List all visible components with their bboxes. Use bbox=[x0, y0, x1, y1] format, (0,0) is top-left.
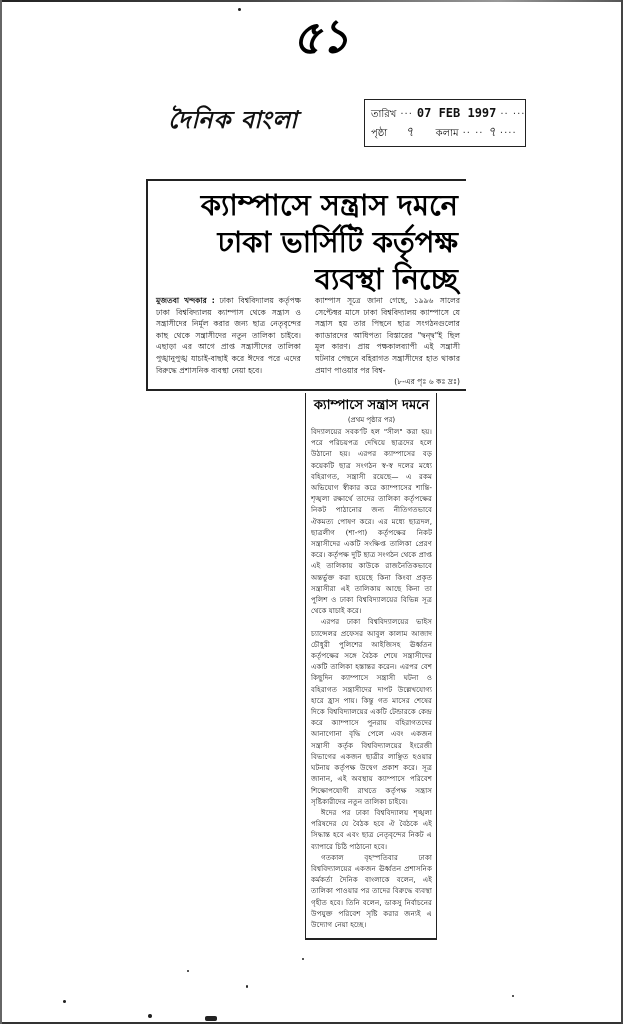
byline: মুজতবা খন্দকার : bbox=[156, 296, 215, 305]
article-box bbox=[146, 179, 466, 391]
dots: ·· ··· bbox=[500, 109, 526, 120]
column-label: কলাম bbox=[435, 128, 459, 139]
scan-edge-top bbox=[0, 0, 623, 2]
continuation-subtitle: (প্রথম পৃষ্ঠার পর) bbox=[347, 416, 396, 424]
date-value: 07 FEB 1997 bbox=[416, 106, 497, 120]
date-label: তারিখ bbox=[371, 109, 397, 120]
article-columns bbox=[156, 295, 460, 388]
continuation-paragraph: এরপর ঢাকা বিশ্ববিদ্যালয়ের ভাইস চ্যান্সেলর প্রফেসর আবুল কালাম আজাদ চৌধুরী পুলিশের আইজিসহ ঊর্ধ্বতন কর্তৃপক্ষের সঙ্গে বৈঠক শেষে সন্ত্রাসীদের একটি তালিকা হস্তান্তর করেন। এরপর বেশ কিছুদিন ক্যাম্পাসে সন্ত্রাসী ঘটনা ও বহিরাগত সন্ত্রাসীদের দাপট উল্লেখযোগ্য হারে হ্রাস পায়। কিন্তু গত মাসের শেষের দিকে বিশ্ববিদ্যালয়ের একটি টেন্ডারকে কেন্দ্র করে ক্যাম্পাসে পুনরায় বহিরাগতদের আনাগোনা বৃদ্ধি পেলে এবং একজন সন্ত্রাসী কর্তৃক বিশ্ববিদ্যালয়ের ইংরেজী বিভাগের একজন ছাত্রীর লাঞ্ছিত হওয়ার ঘটনায় কর্তৃপক্ষ উদ্বেগ প্রকাশ করে। সূত্র জানান, এই অবস্থায় ক্যাম্পাসে পরিবেশ শিক্ষোপযোগী রাখতে কর্তৃপক্ষ সন্ত্রাস সৃষ্টিকারীদের নতুন তালিকা চাইবে। bbox=[311, 617, 432, 806]
scan-speck bbox=[512, 995, 514, 997]
continuation-paragraph: ঈদের পর ঢাকা বিশ্ববিদ্যালয় শৃঙ্খলা পরিষদের যে বৈঠক হবে ঐ বৈঠকে এই সিদ্ধান্ত হবে এবং ছাত্র নেতৃবৃন্দের নিকট এ ব্যাপারে চিঠি পাঠানো হবে। bbox=[311, 807, 432, 851]
column-value: ৭ bbox=[487, 125, 496, 140]
date-stamp-box bbox=[364, 99, 526, 147]
scan-speck bbox=[238, 8, 241, 11]
date-row bbox=[371, 104, 526, 124]
scan-speck bbox=[148, 1014, 152, 1018]
article-column-1 bbox=[156, 295, 301, 388]
page-label: পৃষ্ঠা bbox=[371, 128, 388, 139]
article-column-2 bbox=[315, 295, 460, 388]
dots: ·· ·· bbox=[462, 128, 484, 139]
scan-speck bbox=[63, 1000, 66, 1003]
scan-speck bbox=[205, 1016, 217, 1021]
handwritten-page-number: ৫১ bbox=[290, 8, 350, 66]
continuation-body bbox=[311, 426, 432, 930]
newspaper-masthead: দৈনিক বাংলা bbox=[168, 105, 299, 134]
headline-line-2: ঢাকা ভার্সিটি কর্তৃপক্ষ bbox=[217, 225, 458, 259]
dots: ···· bbox=[499, 128, 517, 139]
article-headline bbox=[158, 187, 458, 298]
column-1-text: ঢাকা বিশ্ববিদ্যালয় কর্তৃপক্ষ ঢাকা বিশ্ববিদ্যালয় ক্যাম্পাস থেকে সন্ত্রাস ও সন্ত্রাসীদের নির্মূল করার জন্য ছাত্র নেতৃবৃন্দের কাছ থেকে সন্ত্রাসীদের নতুন তালিকা চাইবে। এছাড়া এর আগে প্রাপ্ত সন্ত্রাসীদের তালিকা পুঙ্খানুপুঙ্খ যাচাই-বাছাই করে ঈদের পরে এদের বিরুদ্ধে প্রশাসনিক ব্যবস্থা নেয়া হবে। bbox=[156, 296, 301, 375]
scan-edge-left bbox=[0, 0, 2, 1024]
column-2-text: ক্যাম্পাস সূত্রে জানা গেছে, ১৯৯৬ সালের সেপ্টেম্বর মাসে ঢাকা বিশ্ববিদ্যালয় ক্যাম্পাসে যে সন্ত্রাস হয় তার পিছনে ছাত্র সংগঠনগুলোর ক্যাডারদের আধিপত্য বিস্তারের "দ্বন্দ্ব"ই ছিল মূল কারণ। প্রায় পক্ষকালব্যাপী এই সন্ত্রাসী ঘটনার পেছনে বহিরাগত সন্ত্রাসীদের হাত থাকার প্রমাণ পাওয়ার পর বিশ্ব- bbox=[315, 296, 460, 375]
dots: ··· bbox=[400, 109, 413, 120]
scan-speck bbox=[302, 958, 304, 960]
continuation-box bbox=[305, 393, 437, 940]
scan-speck bbox=[246, 985, 248, 988]
headline-line-3: ব্যবস্থা নিচ্ছে bbox=[314, 262, 458, 296]
continuation-title: ক্যাম্পাসে সন্ত্রাস দমনে bbox=[313, 398, 430, 413]
continued-reference: (৮-এর পৃঃ ৬ কঃ দ্রঃ) bbox=[394, 377, 460, 387]
page-value: ৭ bbox=[405, 125, 414, 140]
page-column-row bbox=[371, 124, 519, 143]
continuation-paragraph: গতকাল বৃহস্পতিবার ঢাকা বিশ্ববিদ্যালয়ের একজন ঊর্ধ্বতন প্রশাসনিক কর্মকর্তা দৈনিক বাংলাকে বলেন, এই তালিকা পাওয়ার পর তাদের বিরুদ্ধে ব্যবস্থা গৃহীত হবে। তিনি বলেন, ডাকসু নির্বাচনের উপযুক্ত পরিবেশ সৃষ্টি করার জন্যই এ উদ্যোগ নেয়া হচ্ছে। bbox=[311, 852, 432, 929]
headline-line-1: ক্যাম্পাসে সন্ত্রাস দমনে bbox=[200, 188, 458, 222]
continuation-paragraph: বিদ্যালয়ের সবক'টি হল "সীল" করা হয়। পরে পরিচয়পত্র দেখিয়ে ছাত্রদের হলে উঠানো হয়। এরপর ক্যাম্পাসের বড় কয়েকটি ছাত্র সংগঠন স্ব-স্ব দলের মধ্যে বহিরাগত, সন্ত্রাসী রয়েছে— এ রকম অভিযোগ স্বীকার করে ক্যাম্পাসের শান্তি-শৃঙ্খলা রক্ষার্থে তাদের তালিকা কর্তৃপক্ষের নিকট পাঠানোর জন্য নীতিগতভাবে ঐকমত্য পোষণ করে। এর মধ্যে ছাত্রদল, ছাত্রলীগ (শা-পা) কর্তৃপক্ষের নিকট সন্ত্রাসীদের একটি সংক্ষিপ্ত তালিকা প্রেরণ করে। কর্তৃপক্ষ দুটি ছাত্র সংগঠন থেকে প্রাপ্ত এই তালিকায় কাউকে রাজনৈতিকভাবে অন্তর্ভুক্ত করা হয়েছে কিনা কিংবা প্রকৃত সন্ত্রাসীরা এই তালিকায় আছে কিনা তা পুলিশ ও ঢাকা বিশ্ববিদ্যালয়ের বিভিন্ন সূত্র থেকে যাচাই করে। bbox=[311, 427, 432, 616]
scan-speck bbox=[187, 970, 189, 972]
